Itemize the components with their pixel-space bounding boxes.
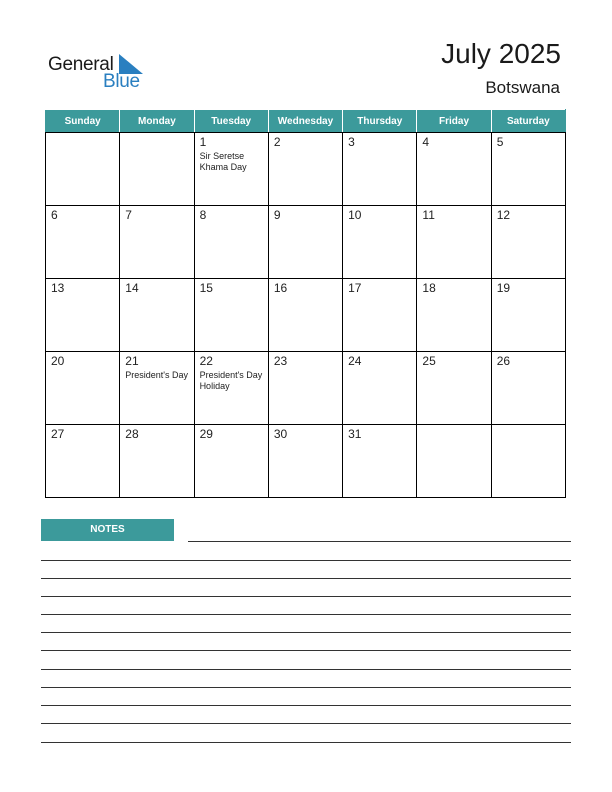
day-number: 28 [125, 427, 139, 441]
day-cell [46, 425, 120, 498]
logo-general-text: General [48, 54, 114, 75]
notes-line [41, 687, 571, 688]
calendar-grid [45, 109, 566, 498]
weekday-saturday: Saturday [491, 110, 565, 133]
day-number: 27 [51, 427, 65, 441]
day-cell [120, 133, 194, 206]
day-number: 10 [348, 208, 362, 222]
day-cell [120, 206, 194, 279]
notes-line [41, 742, 571, 743]
day-number: 6 [51, 208, 58, 222]
logo [48, 52, 148, 92]
weekday-wednesday: Wednesday [268, 110, 342, 133]
day-number: 9 [273, 208, 281, 222]
day-cell [491, 352, 565, 425]
day-number: 30 [273, 427, 288, 441]
logo-blue-text: Blue [103, 71, 140, 92]
day-cell [46, 206, 120, 279]
weekday-tuesday: Tuesday [194, 110, 268, 133]
day-cell [343, 133, 417, 206]
weekday-sunday: Sunday [46, 110, 120, 133]
week-row [46, 206, 566, 279]
day-number: 8 [199, 208, 207, 222]
day-cell [343, 425, 417, 498]
day-cell [417, 425, 491, 498]
holiday-label: Sir Seretse Khama Day [199, 151, 247, 172]
day-cell [268, 352, 342, 425]
day-number: 16 [273, 281, 288, 295]
notes-line [41, 614, 571, 615]
day-cell [46, 352, 120, 425]
day-number: 12 [496, 208, 511, 222]
day-cell [268, 279, 342, 352]
holiday-label: President's Day Holiday [199, 370, 263, 391]
weekday-monday: Monday [120, 110, 194, 133]
notes-line [41, 723, 571, 724]
day-cell [194, 425, 268, 498]
week-row [46, 279, 566, 352]
day-number: 21 [125, 354, 139, 368]
day-number: 24 [348, 354, 362, 368]
day-cell [343, 352, 417, 425]
day-cell [491, 133, 565, 206]
notes-line [41, 596, 571, 597]
day-cell [417, 206, 491, 279]
notes-line [41, 650, 571, 651]
week-row [46, 352, 566, 425]
day-number: 4 [422, 135, 430, 149]
week-row [46, 133, 566, 206]
day-cell [194, 352, 268, 425]
day-number: 5 [496, 135, 504, 149]
day-number: 18 [422, 281, 436, 295]
week-row [46, 425, 566, 498]
day-cell [120, 279, 194, 352]
day-cell [491, 425, 565, 498]
day-cell [194, 206, 268, 279]
day-number: 13 [51, 281, 65, 295]
day-number: 23 [273, 354, 288, 368]
day-cell [417, 279, 491, 352]
day-number: 25 [422, 354, 436, 368]
day-number: 11 [422, 208, 435, 222]
weekday-thursday: Thursday [343, 110, 417, 133]
notes-line [41, 705, 571, 706]
day-number: 22 [199, 354, 213, 368]
day-number: 15 [199, 281, 213, 295]
day-cell [268, 425, 342, 498]
holiday-label: President's Day [125, 370, 189, 380]
day-number: 14 [125, 281, 139, 295]
day-cell [417, 133, 491, 206]
day-number: 1 [199, 135, 207, 149]
day-number: 2 [273, 135, 281, 149]
notes-label: NOTES [41, 519, 174, 541]
day-cell [268, 206, 342, 279]
day-cell [343, 206, 417, 279]
notes-line [188, 541, 571, 542]
day-cell [491, 279, 565, 352]
day-cell [194, 279, 268, 352]
day-cell [46, 133, 120, 206]
day-number: 29 [199, 427, 213, 441]
notes-line [41, 669, 571, 670]
day-cell [491, 206, 565, 279]
day-cell [120, 352, 194, 425]
day-number: 20 [51, 354, 65, 368]
day-cell [120, 425, 194, 498]
country-name: Botswana [485, 78, 560, 97]
day-number: 7 [125, 208, 132, 222]
notes-line [41, 578, 571, 579]
notes-line [41, 632, 571, 633]
weekday-friday: Friday [417, 110, 491, 133]
page-title: July 2025 [441, 38, 561, 69]
day-number: 26 [496, 354, 511, 368]
day-number: 17 [348, 281, 362, 295]
day-cell [343, 279, 417, 352]
day-number: 31 [348, 427, 362, 441]
day-cell [417, 352, 491, 425]
notes-line [41, 560, 571, 561]
day-cell [46, 279, 120, 352]
day-cell [194, 133, 268, 206]
day-number: 3 [348, 135, 355, 149]
day-number: 19 [496, 281, 511, 295]
day-cell [268, 133, 342, 206]
weekday-header-row [46, 110, 566, 133]
